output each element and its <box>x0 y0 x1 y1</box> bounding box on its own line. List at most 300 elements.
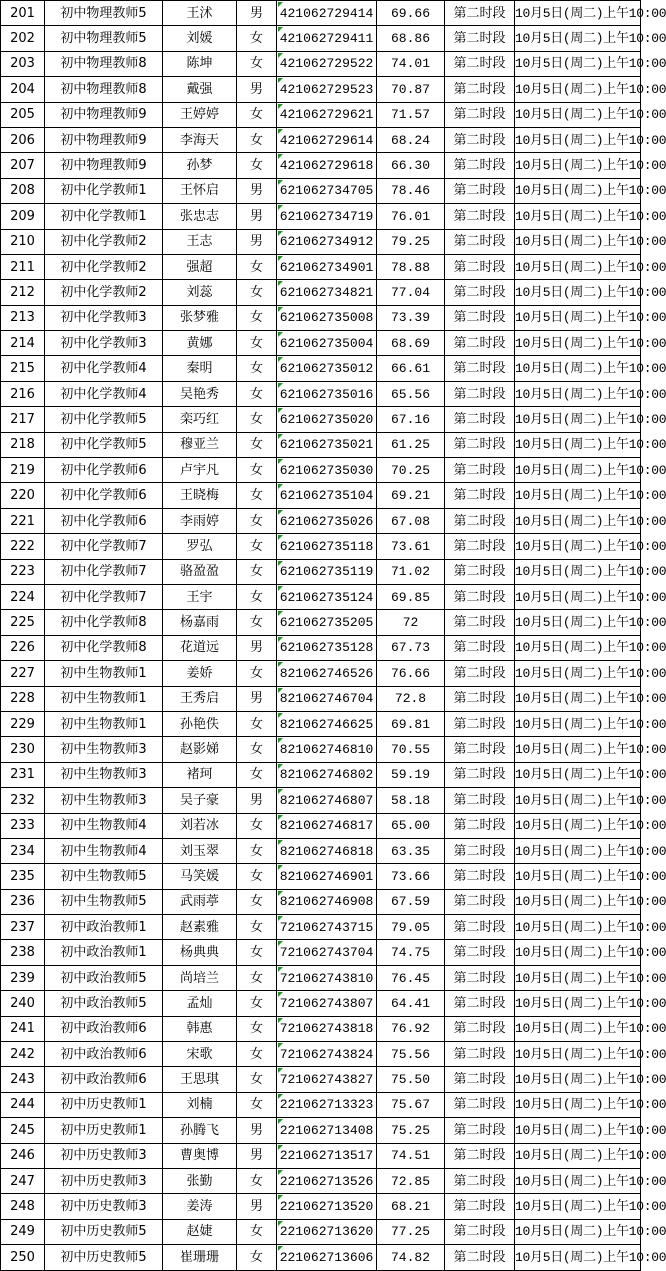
gender-cell: 女 <box>237 940 277 965</box>
name-cell: 孟灿 <box>163 991 237 1016</box>
position-cell: 初中化学教师4 <box>45 381 163 406</box>
position-cell: 初中物理教师9 <box>45 153 163 178</box>
position-cell: 初中生物教师3 <box>45 737 163 762</box>
gender-cell: 男 <box>237 1143 277 1168</box>
position-cell: 初中化学教师8 <box>45 635 163 660</box>
session-cell: 第二时段 <box>445 635 515 660</box>
seq-cell: 219 <box>1 458 45 483</box>
session-cell: 第二时段 <box>445 737 515 762</box>
seq-cell: 212 <box>1 280 45 305</box>
seq-cell: 216 <box>1 381 45 406</box>
session-cell: 第二时段 <box>445 178 515 203</box>
exam-id-cell: 621062735128 <box>277 635 377 660</box>
gender-cell: 女 <box>237 838 277 863</box>
session-cell: 第二时段 <box>445 1042 515 1067</box>
table-row <box>1 534 641 559</box>
seq-cell: 203 <box>1 51 45 76</box>
position-cell: 初中化学教师5 <box>45 432 163 457</box>
table-row <box>1 1143 641 1168</box>
score-cell: 67.16 <box>377 407 445 432</box>
session-cell: 第二时段 <box>445 229 515 254</box>
time-cell: 10月5日(周二)上午10:00 <box>515 254 641 279</box>
seq-cell: 204 <box>1 77 45 102</box>
exam-id-cell: 721062743810 <box>277 965 377 990</box>
name-cell: 王怀启 <box>163 178 237 203</box>
table-row <box>1 508 641 533</box>
position-cell: 初中物理教师9 <box>45 102 163 127</box>
time-cell: 10月5日(周二)上午10:00 <box>515 458 641 483</box>
gender-cell: 女 <box>237 889 277 914</box>
score-cell: 79.25 <box>377 229 445 254</box>
time-cell: 10月5日(周二)上午10:00 <box>515 813 641 838</box>
session-cell: 第二时段 <box>445 1219 515 1244</box>
position-cell: 初中化学教师2 <box>45 254 163 279</box>
name-cell: 张梦雅 <box>163 305 237 330</box>
gender-cell: 男 <box>237 204 277 229</box>
exam-id-cell: 221062713408 <box>277 1118 377 1143</box>
name-cell: 吴子豪 <box>163 788 237 813</box>
session-cell: 第二时段 <box>445 153 515 178</box>
time-cell: 10月5日(周二)上午10:00 <box>515 508 641 533</box>
table-row <box>1 559 641 584</box>
session-cell: 第二时段 <box>445 77 515 102</box>
time-cell: 10月5日(周二)上午10:00 <box>515 26 641 51</box>
gender-cell: 女 <box>237 432 277 457</box>
session-cell: 第二时段 <box>445 813 515 838</box>
score-cell: 75.67 <box>377 1092 445 1117</box>
name-cell: 卢宇凡 <box>163 458 237 483</box>
name-cell: 王宇 <box>163 584 237 609</box>
time-cell: 10月5日(周二)上午10:00 <box>515 381 641 406</box>
seq-cell: 211 <box>1 254 45 279</box>
time-cell: 10月5日(周二)上午10:00 <box>515 1016 641 1041</box>
exam-id-cell: 821062746802 <box>277 762 377 787</box>
seq-cell: 234 <box>1 838 45 863</box>
time-cell: 10月5日(周二)上午10:00 <box>515 1219 641 1244</box>
score-cell: 71.02 <box>377 559 445 584</box>
gender-cell: 女 <box>237 813 277 838</box>
session-cell: 第二时段 <box>445 1092 515 1117</box>
table-row <box>1 458 641 483</box>
exam-id-cell: 621062735016 <box>277 381 377 406</box>
name-cell: 韩惠 <box>163 1016 237 1041</box>
table-row <box>1 610 641 635</box>
gender-cell: 女 <box>237 153 277 178</box>
exam-id-cell: 621062735030 <box>277 458 377 483</box>
time-cell: 10月5日(周二)上午10:00 <box>515 127 641 152</box>
session-cell: 第二时段 <box>445 889 515 914</box>
table-row <box>1 432 641 457</box>
position-cell: 初中化学教师6 <box>45 458 163 483</box>
score-cell: 75.25 <box>377 1118 445 1143</box>
time-cell: 10月5日(周二)上午10:00 <box>515 1143 641 1168</box>
position-cell: 初中历史教师3 <box>45 1168 163 1193</box>
gender-cell: 男 <box>237 635 277 660</box>
seq-cell: 202 <box>1 26 45 51</box>
position-cell: 初中化学教师6 <box>45 483 163 508</box>
table-row <box>1 915 641 940</box>
score-cell: 72 <box>377 610 445 635</box>
position-cell: 初中物理教师9 <box>45 127 163 152</box>
score-cell: 74.51 <box>377 1143 445 1168</box>
seq-cell: 230 <box>1 737 45 762</box>
time-cell: 10月5日(周二)上午10:00 <box>515 762 641 787</box>
score-cell: 76.01 <box>377 204 445 229</box>
table-row <box>1 813 641 838</box>
name-cell: 刘楠 <box>163 1092 237 1117</box>
session-cell: 第二时段 <box>445 1067 515 1092</box>
session-cell: 第二时段 <box>445 534 515 559</box>
gender-cell: 女 <box>237 407 277 432</box>
name-cell: 宋歌 <box>163 1042 237 1067</box>
score-cell: 68.69 <box>377 331 445 356</box>
position-cell: 初中生物教师5 <box>45 864 163 889</box>
session-cell: 第二时段 <box>445 1245 515 1270</box>
seq-cell: 218 <box>1 432 45 457</box>
time-cell: 10月5日(周二)上午10:00 <box>515 965 641 990</box>
name-cell: 马笑媛 <box>163 864 237 889</box>
table-row <box>1 204 641 229</box>
exam-id-cell: 621062734719 <box>277 204 377 229</box>
time-cell: 10月5日(周二)上午10:00 <box>515 77 641 102</box>
session-cell: 第二时段 <box>445 788 515 813</box>
gender-cell: 女 <box>237 1245 277 1270</box>
score-cell: 59.19 <box>377 762 445 787</box>
time-cell: 10月5日(周二)上午10:00 <box>515 940 641 965</box>
table-row <box>1 1067 641 1092</box>
table-row <box>1 102 641 127</box>
table-row <box>1 1118 641 1143</box>
gender-cell: 男 <box>237 1118 277 1143</box>
exam-id-cell: 621062735124 <box>277 584 377 609</box>
seq-cell: 244 <box>1 1092 45 1117</box>
table-row <box>1 838 641 863</box>
session-cell: 第二时段 <box>445 940 515 965</box>
score-cell: 69.66 <box>377 1 445 26</box>
score-cell: 67.08 <box>377 508 445 533</box>
position-cell: 初中政治教师6 <box>45 1016 163 1041</box>
position-cell: 初中历史教师1 <box>45 1092 163 1117</box>
position-cell: 初中物理教师8 <box>45 51 163 76</box>
exam-id-cell: 621062735008 <box>277 305 377 330</box>
time-cell: 10月5日(周二)上午10:00 <box>515 432 641 457</box>
exam-id-cell: 221062713620 <box>277 1219 377 1244</box>
table-row <box>1 254 641 279</box>
position-cell: 初中化学教师7 <box>45 584 163 609</box>
session-cell: 第二时段 <box>445 26 515 51</box>
time-cell: 10月5日(周二)上午10:00 <box>515 737 641 762</box>
session-cell: 第二时段 <box>445 331 515 356</box>
name-cell: 罗弘 <box>163 534 237 559</box>
time-cell: 10月5日(周二)上午10:00 <box>515 1042 641 1067</box>
gender-cell: 女 <box>237 1168 277 1193</box>
name-cell: 王晓梅 <box>163 483 237 508</box>
session-cell: 第二时段 <box>445 864 515 889</box>
table-row <box>1 965 641 990</box>
time-cell: 10月5日(周二)上午10:00 <box>515 559 641 584</box>
seq-cell: 206 <box>1 127 45 152</box>
position-cell: 初中生物教师3 <box>45 788 163 813</box>
time-cell: 10月5日(周二)上午10:00 <box>515 864 641 889</box>
seq-cell: 215 <box>1 356 45 381</box>
table-row <box>1 229 641 254</box>
position-cell: 初中历史教师5 <box>45 1245 163 1270</box>
session-cell: 第二时段 <box>445 508 515 533</box>
exam-id-cell: 621062735119 <box>277 559 377 584</box>
table-row <box>1 711 641 736</box>
session-cell: 第二时段 <box>445 381 515 406</box>
session-cell: 第二时段 <box>445 407 515 432</box>
position-cell: 初中化学教师2 <box>45 280 163 305</box>
time-cell: 10月5日(周二)上午10:00 <box>515 991 641 1016</box>
score-cell: 68.86 <box>377 26 445 51</box>
table-row <box>1 1219 641 1244</box>
score-cell: 58.18 <box>377 788 445 813</box>
time-cell: 10月5日(周二)上午10:00 <box>515 1118 641 1143</box>
time-cell: 10月5日(周二)上午10:00 <box>515 838 641 863</box>
score-cell: 73.66 <box>377 864 445 889</box>
gender-cell: 女 <box>237 483 277 508</box>
gender-cell: 女 <box>237 305 277 330</box>
table-row <box>1 305 641 330</box>
gender-cell: 女 <box>237 356 277 381</box>
name-cell: 褚珂 <box>163 762 237 787</box>
position-cell: 初中历史教师5 <box>45 1219 163 1244</box>
name-cell: 李雨婷 <box>163 508 237 533</box>
exam-id-cell: 621062734821 <box>277 280 377 305</box>
seq-cell: 225 <box>1 610 45 635</box>
seq-cell: 240 <box>1 991 45 1016</box>
score-cell: 72.8 <box>377 686 445 711</box>
time-cell: 10月5日(周二)上午10:00 <box>515 407 641 432</box>
time-cell: 10月5日(周二)上午10:00 <box>515 483 641 508</box>
time-cell: 10月5日(周二)上午10:00 <box>515 153 641 178</box>
exam-id-cell: 421062729621 <box>277 102 377 127</box>
name-cell: 武雨葶 <box>163 889 237 914</box>
position-cell: 初中化学教师5 <box>45 407 163 432</box>
table-row <box>1 153 641 178</box>
table-row <box>1 991 641 1016</box>
score-cell: 70.55 <box>377 737 445 762</box>
position-cell: 初中生物教师3 <box>45 762 163 787</box>
table-row <box>1 940 641 965</box>
position-cell: 初中政治教师1 <box>45 940 163 965</box>
table-row <box>1 1092 641 1117</box>
session-cell: 第二时段 <box>445 686 515 711</box>
gender-cell: 女 <box>237 762 277 787</box>
session-cell: 第二时段 <box>445 1 515 26</box>
seq-cell: 222 <box>1 534 45 559</box>
exam-id-cell: 721062743827 <box>277 1067 377 1092</box>
position-cell: 初中生物教师5 <box>45 889 163 914</box>
exam-id-cell: 421062729614 <box>277 127 377 152</box>
exam-id-cell: 821062746908 <box>277 889 377 914</box>
seq-cell: 233 <box>1 813 45 838</box>
seq-cell: 238 <box>1 940 45 965</box>
session-cell: 第二时段 <box>445 1168 515 1193</box>
name-cell: 姜娇 <box>163 661 237 686</box>
name-cell: 孙腾飞 <box>163 1118 237 1143</box>
exam-id-cell: 421062729522 <box>277 51 377 76</box>
exam-id-cell: 421062729618 <box>277 153 377 178</box>
time-cell: 10月5日(周二)上午10:00 <box>515 686 641 711</box>
exam-id-cell: 221062713323 <box>277 1092 377 1117</box>
time-cell: 10月5日(周二)上午10:00 <box>515 661 641 686</box>
gender-cell: 女 <box>237 737 277 762</box>
exam-id-cell: 621062735021 <box>277 432 377 457</box>
position-cell: 初中化学教师1 <box>45 178 163 203</box>
score-cell: 61.25 <box>377 432 445 457</box>
time-cell: 10月5日(周二)上午10:00 <box>515 305 641 330</box>
seq-cell: 250 <box>1 1245 45 1270</box>
seq-cell: 245 <box>1 1118 45 1143</box>
gender-cell: 女 <box>237 915 277 940</box>
score-cell: 65.00 <box>377 813 445 838</box>
table-row <box>1 356 641 381</box>
gender-cell: 女 <box>237 864 277 889</box>
position-cell: 初中物理教师8 <box>45 77 163 102</box>
name-cell: 赵素雅 <box>163 915 237 940</box>
position-cell: 初中历史教师3 <box>45 1194 163 1219</box>
name-cell: 秦明 <box>163 356 237 381</box>
seq-cell: 208 <box>1 178 45 203</box>
name-cell: 刘若冰 <box>163 813 237 838</box>
exam-id-cell: 421062729523 <box>277 77 377 102</box>
gender-cell: 男 <box>237 229 277 254</box>
exam-id-cell: 721062743807 <box>277 991 377 1016</box>
score-cell: 75.56 <box>377 1042 445 1067</box>
gender-cell: 女 <box>237 1092 277 1117</box>
score-cell: 74.01 <box>377 51 445 76</box>
score-cell: 77.25 <box>377 1219 445 1244</box>
session-cell: 第二时段 <box>445 610 515 635</box>
time-cell: 10月5日(周二)上午10:00 <box>515 356 641 381</box>
seq-cell: 229 <box>1 711 45 736</box>
name-cell: 姜涛 <box>163 1194 237 1219</box>
time-cell: 10月5日(周二)上午10:00 <box>515 610 641 635</box>
time-cell: 10月5日(周二)上午10:00 <box>515 1194 641 1219</box>
name-cell: 李海天 <box>163 127 237 152</box>
seq-cell: 232 <box>1 788 45 813</box>
exam-id-cell: 621062734912 <box>277 229 377 254</box>
score-cell: 73.39 <box>377 305 445 330</box>
position-cell: 初中化学教师4 <box>45 356 163 381</box>
exam-id-cell: 821062746625 <box>277 711 377 736</box>
session-cell: 第二时段 <box>445 127 515 152</box>
gender-cell: 女 <box>237 534 277 559</box>
time-cell: 10月5日(周二)上午10:00 <box>515 1168 641 1193</box>
gender-cell: 女 <box>237 1016 277 1041</box>
seq-cell: 221 <box>1 508 45 533</box>
position-cell: 初中生物教师1 <box>45 661 163 686</box>
exam-id-cell: 221062713526 <box>277 1168 377 1193</box>
exam-id-cell: 821062746818 <box>277 838 377 863</box>
gender-cell: 女 <box>237 584 277 609</box>
table-body <box>1 1 666 1271</box>
position-cell: 初中生物教师4 <box>45 838 163 863</box>
score-cell: 67.59 <box>377 889 445 914</box>
time-cell: 10月5日(周二)上午10:00 <box>515 280 641 305</box>
score-cell: 76.92 <box>377 1016 445 1041</box>
exam-id-cell: 821062746526 <box>277 661 377 686</box>
table-row <box>1 889 641 914</box>
gender-cell: 女 <box>237 1219 277 1244</box>
time-cell: 10月5日(周二)上午10:00 <box>515 635 641 660</box>
name-cell: 吴艳秀 <box>163 381 237 406</box>
name-cell: 王志 <box>163 229 237 254</box>
name-cell: 黄娜 <box>163 331 237 356</box>
gender-cell: 女 <box>237 610 277 635</box>
name-cell: 刘玉翠 <box>163 838 237 863</box>
exam-id-cell: 821062746807 <box>277 788 377 813</box>
seq-cell: 239 <box>1 965 45 990</box>
table-row <box>1 1 641 26</box>
time-cell: 10月5日(周二)上午10:00 <box>515 102 641 127</box>
table-row <box>1 483 641 508</box>
name-cell: 陈坤 <box>163 51 237 76</box>
gender-cell: 女 <box>237 280 277 305</box>
time-cell: 10月5日(周二)上午10:00 <box>515 584 641 609</box>
position-cell: 初中生物教师1 <box>45 711 163 736</box>
seq-cell: 201 <box>1 1 45 26</box>
gender-cell: 男 <box>237 788 277 813</box>
name-cell: 张勤 <box>163 1168 237 1193</box>
exam-id-cell: 621062734901 <box>277 254 377 279</box>
table-row <box>1 1168 641 1193</box>
position-cell: 初中化学教师1 <box>45 204 163 229</box>
gender-cell: 女 <box>237 102 277 127</box>
seq-cell: 210 <box>1 229 45 254</box>
session-cell: 第二时段 <box>445 204 515 229</box>
table-row <box>1 1016 641 1041</box>
seq-cell: 243 <box>1 1067 45 1092</box>
score-cell: 78.46 <box>377 178 445 203</box>
exam-id-cell: 721062743824 <box>277 1042 377 1067</box>
score-cell: 66.30 <box>377 153 445 178</box>
session-cell: 第二时段 <box>445 432 515 457</box>
gender-cell: 女 <box>237 1042 277 1067</box>
name-cell: 杨典典 <box>163 940 237 965</box>
time-cell: 10月5日(周二)上午10:00 <box>515 788 641 813</box>
session-cell: 第二时段 <box>445 661 515 686</box>
score-cell: 71.57 <box>377 102 445 127</box>
name-cell: 骆盈盈 <box>163 559 237 584</box>
position-cell: 初中历史教师1 <box>45 1118 163 1143</box>
score-cell: 77.04 <box>377 280 445 305</box>
table-row <box>1 381 641 406</box>
position-cell: 初中历史教师3 <box>45 1143 163 1168</box>
exam-id-cell: 221062713517 <box>277 1143 377 1168</box>
table-row <box>1 407 641 432</box>
exam-id-cell: 621062735004 <box>277 331 377 356</box>
table-row <box>1 737 641 762</box>
exam-id-cell: 821062746810 <box>277 737 377 762</box>
score-cell: 70.25 <box>377 458 445 483</box>
seq-cell: 223 <box>1 559 45 584</box>
name-cell: 王沭 <box>163 1 237 26</box>
table-row <box>1 661 641 686</box>
seq-cell: 214 <box>1 331 45 356</box>
time-cell: 10月5日(周二)上午10:00 <box>515 229 641 254</box>
score-cell: 78.88 <box>377 254 445 279</box>
name-cell: 杨嘉雨 <box>163 610 237 635</box>
gender-cell: 男 <box>237 1194 277 1219</box>
seq-cell: 237 <box>1 915 45 940</box>
session-cell: 第二时段 <box>445 965 515 990</box>
position-cell: 初中政治教师5 <box>45 965 163 990</box>
seq-cell: 246 <box>1 1143 45 1168</box>
seq-cell: 224 <box>1 584 45 609</box>
